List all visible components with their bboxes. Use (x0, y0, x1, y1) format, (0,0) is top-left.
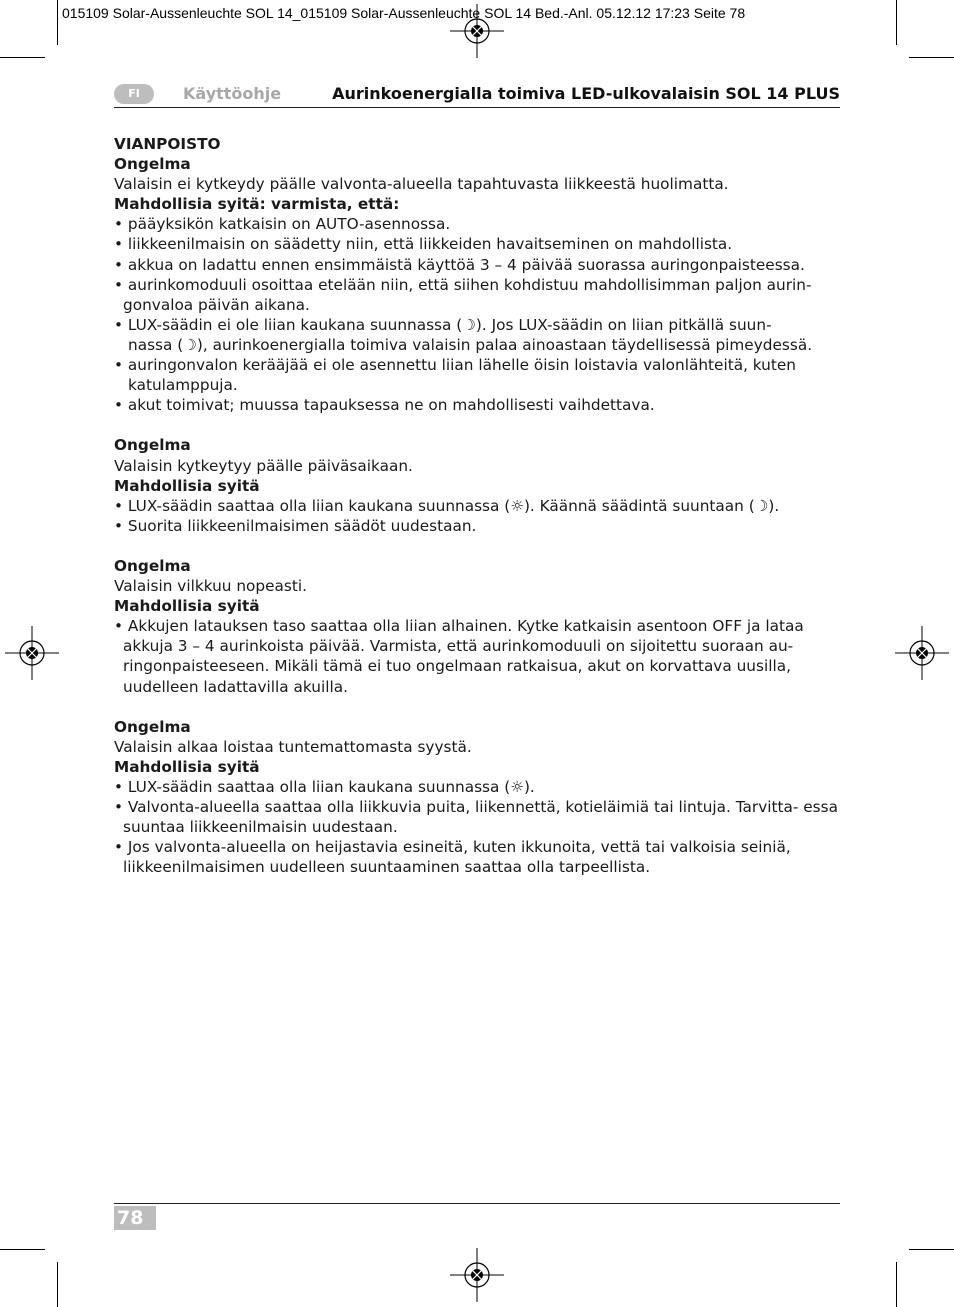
problem-heading: Ongelma (114, 717, 191, 736)
cause-item: • aurinkomoduuli osoittaa etelään niin, että siihen kohdistuu mahdollisimman paljon aurin- (114, 275, 812, 294)
cause-item: • akkua on ladattu ennen ensimmäistä käyttöä 3 – 4 päivää suorassa auringonpaisteessa. (114, 255, 805, 274)
cause-item: • liikkeenilmaisin on säädetty niin, että liikkeiden havaitseminen on mahdollista. (114, 235, 733, 254)
section-title: VIANPOISTO (114, 135, 221, 153)
crop-mark-top-right-v (896, 0, 897, 45)
cause-item: • Valvonta-alueella saattaa olla liikkuvia puita, liikennettä, kotieläimiä tai lintuja. Tarvitta- essa suuntaa liikkeenilmaisin uudestaan. (114, 798, 838, 837)
cause-item: • Jos valvonta-alueella on heijastavia esineitä, kuten ikkunoita, vettä tai valkoisia seiniä, liikkeenilmaisimen uudelleen suuntaaminen saattaa olla tarpeellista. (114, 838, 791, 877)
manual-label: Käyttöohje (183, 84, 282, 103)
product-title: Aurinkoenergialla toimiva LED-ulkovalaisin SOL 14 PLUS (332, 84, 840, 103)
problem-heading: Ongelma (114, 155, 191, 174)
cause-item-continuation: gonvaloa päivän aikana. (123, 295, 310, 314)
registration-mark-icon (450, 4, 504, 58)
crop-mark-bottom-left-v (57, 1262, 58, 1307)
registration-mark-icon (895, 626, 949, 680)
causes-heading: Mahdollisia syitä (114, 597, 260, 616)
crop-mark-top-left-v (57, 0, 58, 45)
crop-mark-bottom-left-h (0, 1249, 45, 1250)
cause-item: • akut toimivat; muussa tapauksessa ne on mahdollisesti vaihdettava. (114, 396, 655, 415)
cause-item: • Suorita liikkeenilmaisimen säädöt uudestaan. (114, 516, 477, 535)
causes-heading: Mahdollisia syitä (114, 757, 260, 776)
causes-heading: Mahdollisia syitä: varmista, että: (114, 195, 400, 214)
cause-item: • auringonvalon kerääjää ei ole asennettu liian lähelle öisin loistavia valonlähteitä, kuten katulamppuja. (114, 356, 796, 395)
print-slug: 015109 Solar-Aussenleuchte SOL 14_015109 Solar-Aussenleuchte SOL 14 Bed.-Anl. 05.12.12 17:23 Seite 78 (62, 5, 746, 21)
page-header (114, 83, 840, 108)
problem-heading: Ongelma (114, 556, 191, 575)
crop-mark-top-left-h (0, 57, 45, 58)
cause-item: • Akkujen latauksen taso saattaa olla liian alhainen. Kytke katkaisin asentoon OFF ja lataa akkuja 3 – 4 aurinkoista päivää. Varmista, että aurinkomoduuli on sijoitettu suoraan au- ringonpaisteeseen. Mikäli tämä ei tuo ongelmaan ratkaisua, akut on korvattava uusilla, uudelleen ladattavilla akuilla. (114, 617, 804, 696)
problem-description: Valaisin ei kytkeydy päälle valvonta-alueella tapahtuvasta liikkeestä huolimatta. (114, 175, 729, 194)
page-number: 78 (114, 1206, 156, 1230)
language-badge: FI (114, 84, 154, 104)
crop-mark-bottom-right-h (909, 1249, 954, 1250)
crop-mark-top-right-h (909, 57, 954, 58)
cause-item-continuation: nassa (☽), aurinkoenergialla toimiva valaisin palaa ainoastaan täydellisessä pimeydessä. (128, 335, 813, 354)
problem-heading: Ongelma (114, 436, 191, 455)
problem-description: Valaisin alkaa loistaa tuntemattomasta syystä. (114, 737, 472, 756)
registration-mark-icon (450, 1248, 504, 1302)
problem-description: Valaisin kytkeytyy päälle päiväsaikaan. (114, 456, 413, 475)
registration-mark-icon (5, 626, 59, 680)
causes-heading: Mahdollisia syitä (114, 476, 260, 495)
cause-item: • LUX-säädin saattaa olla liian kaukana suunnassa (☼). (114, 778, 535, 796)
footer-rule (114, 1203, 840, 1204)
cause-item: • LUX-säädin saattaa olla liian kaukana suunnassa (☼). Käännä säädintä suuntaan (☽). (114, 496, 780, 515)
problem-description: Valaisin vilkkuu nopeasti. (114, 577, 307, 596)
cause-item: • pääyksikön katkaisin on AUTO-asennossa. (114, 215, 451, 234)
crop-mark-bottom-right-v (896, 1262, 897, 1307)
troubleshooting-section (114, 134, 849, 877)
cause-item: • LUX-säädin ei ole liian kaukana suunnassa (☽). Jos LUX-säädin on liian pitkällä suun- (114, 315, 772, 334)
